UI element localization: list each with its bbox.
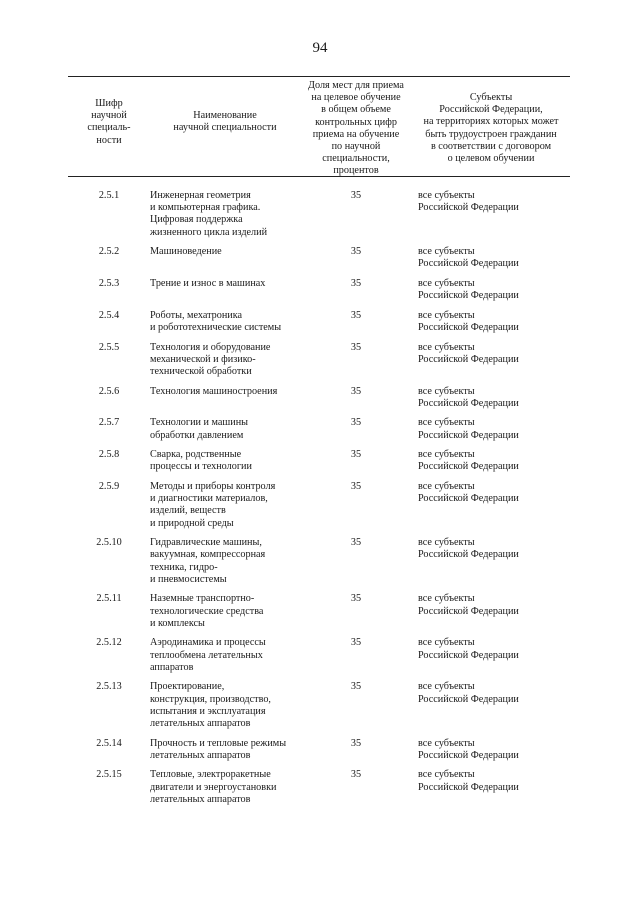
table-row (68, 593, 570, 630)
cell-subjects: все субъекты Российской Федерации (418, 449, 519, 473)
cell-name: Сварка, родственные процессы и технологии (150, 449, 252, 473)
cell-share: 35 (350, 278, 362, 289)
cell-share: 35 (350, 417, 362, 429)
table-row (68, 190, 570, 239)
cell-name: Технологии и машины обработки давлением (150, 417, 249, 441)
cell-subjects: все субъекты Российской Федерации (418, 637, 519, 661)
table-row (68, 681, 570, 730)
cell-subjects: все субъекты Российской Федерации (418, 190, 519, 214)
cell-name: Прочность и тепловые режимы летательных аппаратов (150, 737, 287, 761)
cell-share: 35 (350, 385, 362, 397)
table-row (68, 342, 570, 379)
cell-share: 35 (350, 737, 362, 749)
cell-share: 35 (350, 481, 362, 492)
header-share: Доля мест для приема на целевое обучение в общем объеме контрольных цифр приема на обучение по научной специальности, процентов (308, 80, 404, 177)
table-row (68, 246, 570, 270)
cell-code: 2.5.9 (98, 481, 120, 492)
cell-code: 2.5.2 (98, 246, 120, 258)
table-row (68, 637, 570, 674)
cell-name: Трение и износ в машинах (150, 278, 266, 289)
cell-subjects: все субъекты Российской Федерации (418, 246, 519, 270)
cell-subjects: все субъекты Российской Федерации (418, 417, 519, 441)
header-subjects: Субъекты Российской Федерации, на территориях которых может быть трудоустроен гражданин в соответствии с договором о целевом обучении (423, 92, 559, 165)
table-row (68, 278, 570, 302)
table-header-rule (68, 176, 570, 177)
cell-subjects: все субъекты Российской Федерации (418, 481, 519, 505)
cell-subjects: все субъекты Российской Федерации (418, 681, 519, 705)
cell-share: 35 (350, 537, 362, 549)
table-row (68, 738, 570, 762)
cell-code: 2.5.5 (98, 341, 120, 353)
header-code: Шифр научной специаль- ности (87, 98, 131, 146)
cell-share: 35 (350, 341, 362, 353)
table-row (68, 449, 570, 473)
cell-subjects: все субъекты Российской Федерации (418, 537, 519, 561)
cell-subjects: все субъекты Российской Федерации (418, 769, 519, 793)
table-row (68, 769, 570, 806)
cell-subjects: все субъекты Российской Федерации (418, 309, 519, 333)
cell-code: 2.5.15 (96, 769, 122, 781)
cell-subjects: все субъекты Российской Федерации (418, 278, 519, 302)
table-row (68, 537, 570, 586)
cell-subjects: все субъекты Российской Федерации (418, 385, 519, 409)
cell-code: 2.5.14 (96, 737, 122, 749)
cell-share: 35 (350, 637, 362, 649)
cell-share: 35 (350, 681, 362, 693)
table-top-rule (68, 76, 570, 77)
cell-code: 2.5.8 (98, 449, 120, 461)
table-row (68, 310, 570, 334)
table-row (68, 386, 570, 410)
cell-code: 2.5.7 (98, 417, 120, 429)
cell-name: Гидравлические машины, вакуумная, компрессорная техника, гидро- и пневмосистемы (150, 537, 266, 585)
page-number: 94 (312, 40, 328, 56)
cell-code: 2.5.11 (96, 593, 122, 605)
cell-share: 35 (350, 449, 362, 461)
cell-code: 2.5.3 (98, 278, 120, 289)
cell-subjects: все субъекты Российской Федерации (418, 341, 519, 365)
cell-name: Аэродинамика и процессы теплообмена летательных аппаратов (150, 637, 266, 673)
cell-code: 2.5.6 (98, 385, 120, 397)
header-name: Наименование научной специальности (173, 110, 277, 134)
cell-name: Инженерная геометрия и компьютерная графика. Цифровая поддержка жизненного цикла изделий (150, 190, 268, 238)
cell-share: 35 (350, 309, 362, 321)
cell-name: Проектирование, конструкция, производство, испытания и эксплуатация летательных аппаратов (150, 681, 271, 729)
cell-subjects: все субъекты Российской Федерации (418, 737, 519, 761)
cell-share: 35 (350, 769, 362, 781)
cell-code: 2.5.13 (96, 681, 122, 693)
cell-name: Технология машиностроения (150, 385, 278, 397)
cell-subjects: все субъекты Российской Федерации (418, 593, 519, 617)
cell-share: 35 (350, 190, 362, 201)
cell-code: 2.5.1 (98, 190, 120, 201)
cell-share: 35 (350, 593, 362, 605)
cell-code: 2.5.12 (96, 637, 122, 649)
cell-share: 35 (350, 246, 362, 258)
cell-name: Методы и приборы контроля и диагностики материалов, изделий, веществ и природной среды (150, 481, 276, 529)
cell-name: Технология и оборудование механической и физико- технической обработки (150, 341, 271, 377)
table-row (68, 417, 570, 441)
cell-name: Тепловые, электроракетные двигатели и энергоустановки летательных аппаратов (150, 769, 277, 805)
cell-code: 2.5.4 (98, 309, 120, 321)
cell-code: 2.5.10 (96, 537, 122, 549)
cell-name: Наземные транспортно- технологические средства и комплексы (150, 593, 264, 629)
cell-name: Роботы, мехатроника и робототехнические системы (150, 309, 282, 333)
table-row (68, 481, 570, 530)
cell-name: Машиноведение (150, 246, 222, 258)
